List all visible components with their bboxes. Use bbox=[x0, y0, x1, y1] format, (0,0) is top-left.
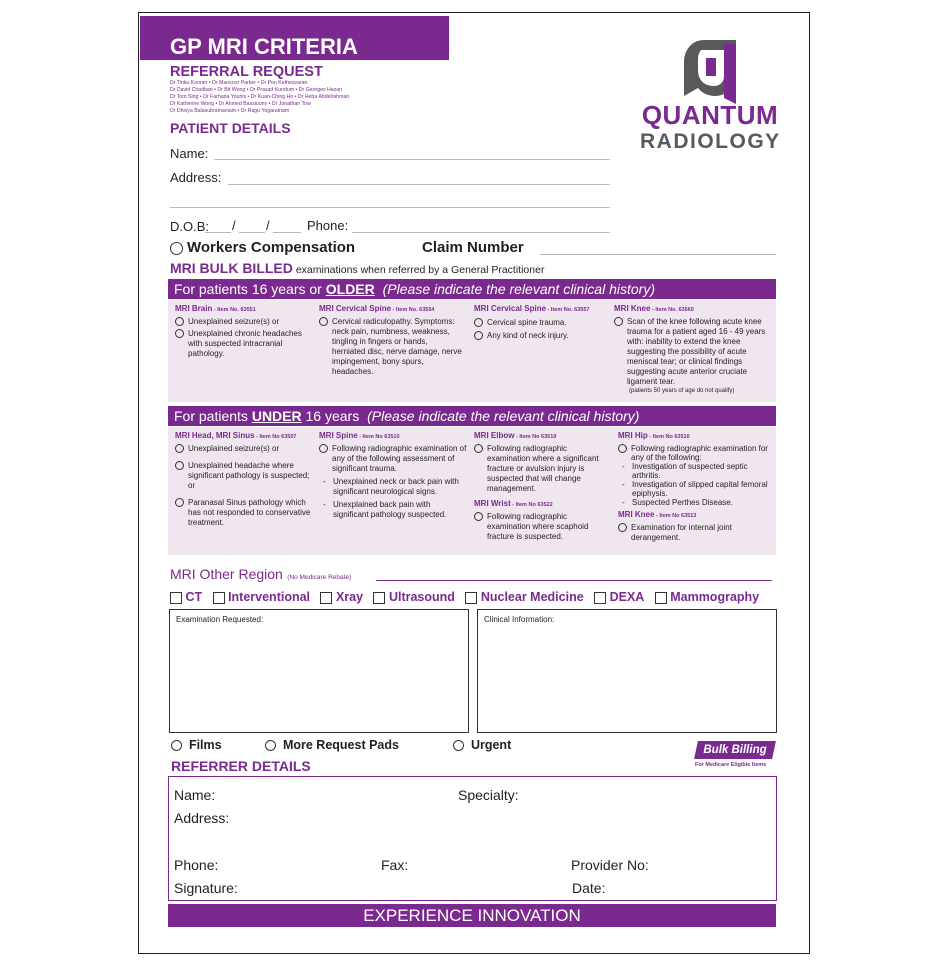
logo-text-quantum: QUANTUM bbox=[641, 100, 779, 130]
referrer-date-label[interactable]: Date: bbox=[572, 880, 606, 896]
criteria-option[interactable]: Examination for internal joint derangement. bbox=[618, 523, 776, 543]
dob-year-field[interactable] bbox=[273, 232, 301, 233]
hip-criterion: - Suspected Perthes Disease. bbox=[618, 498, 776, 507]
under-col-title: MRI Head, MRI Sinus - Item No 63507 bbox=[175, 431, 297, 440]
form-title: GP MRI CRITERIA bbox=[170, 34, 358, 59]
criteria-option[interactable]: Unexplained chronic headaches with suspected intracranial pathology. bbox=[175, 329, 313, 359]
referrer-address-label[interactable]: Address: bbox=[174, 810, 230, 826]
older-col-brain bbox=[175, 304, 313, 359]
older-col-knee bbox=[614, 304, 774, 396]
checkbox[interactable] bbox=[320, 592, 332, 604]
doctor-line: Dr Dhivya Balasubramaniam • Dr Ragu Yogaratnam bbox=[170, 108, 290, 114]
under-col-head-sinus bbox=[175, 431, 313, 528]
modality-dexa[interactable]: DEXA bbox=[594, 590, 644, 604]
bulk-billing-badge bbox=[694, 741, 776, 759]
bulk-billing-note: For Medicare Eligible Items bbox=[695, 762, 767, 768]
modality-xray[interactable]: Xray bbox=[320, 590, 363, 604]
under-col-title: MRI Knee - Item No 63513 bbox=[618, 510, 697, 519]
modality-interventional[interactable]: Interventional bbox=[213, 590, 310, 604]
patient-name-field[interactable] bbox=[214, 159, 610, 160]
doctor-line: Dr Katherine Wong • Dr Ahmed Bassiouny • Dr Jonathan Tow bbox=[170, 101, 311, 107]
examination-requested-label: Examination Requested: bbox=[176, 615, 264, 624]
modality-nuclear-medicine[interactable]: Nuclear Medicine bbox=[465, 590, 583, 604]
logo-text-radiology: RADIOLOGY bbox=[640, 130, 781, 153]
older-col-title: MRI Knee - Item No. 63560 bbox=[614, 304, 694, 313]
dob-label: D.O.B: bbox=[170, 219, 210, 234]
criteria-option[interactable]: Paranasal Sinus pathology which has not responded to conservative treatment. bbox=[175, 498, 313, 528]
claim-number-label: Claim Number bbox=[422, 239, 524, 256]
doctor-line: Dr Tom Sing • Dr Farhana Younis • Dr Kuan-Ching Ho • Dr Heba Abdelrahman bbox=[170, 94, 350, 100]
under-col-spine bbox=[319, 431, 467, 520]
quantum-q-icon bbox=[640, 36, 780, 106]
under-col-title: MRI Spine - Item No 63510 bbox=[319, 431, 400, 440]
under-section-header bbox=[168, 406, 776, 426]
films-option[interactable]: Films bbox=[171, 738, 222, 752]
referrer-name-label[interactable]: Name: bbox=[174, 787, 216, 803]
patient-address-field-2[interactable] bbox=[170, 207, 610, 208]
older-prefix: For patients 16 years or bbox=[174, 281, 326, 297]
under-col-title: MRI Hip - Item No 63516 bbox=[618, 431, 690, 440]
doctor-list bbox=[170, 80, 430, 115]
older-note: (Please indicate the relevant clinical history) bbox=[382, 281, 655, 297]
patient-address-field[interactable] bbox=[228, 184, 610, 185]
spine-criterion: - Unexplained neck or back pain with significant neurological signs. bbox=[319, 477, 467, 497]
checkbox[interactable] bbox=[213, 592, 225, 604]
doctor-line: Dr Tinku Kooner • Dr Mansoor Parker • Dr Pon Kethesvaran bbox=[170, 80, 308, 86]
footer-banner bbox=[168, 904, 776, 927]
criteria-radio[interactable] bbox=[614, 317, 623, 326]
footer-tagline: EXPERIENCE INNOVATION bbox=[363, 906, 581, 925]
title-banner bbox=[140, 16, 449, 60]
under-note: (Please indicate the relevant clinical history) bbox=[367, 408, 640, 424]
urgent-option[interactable]: Urgent bbox=[453, 738, 511, 752]
claim-number-field[interactable] bbox=[540, 254, 776, 255]
more-request-pads-option[interactable]: More Request Pads bbox=[265, 738, 399, 752]
checkbox[interactable] bbox=[594, 592, 606, 604]
checkbox[interactable] bbox=[655, 592, 667, 604]
bulk-billed-text: examinations when referred by a General Practitioner bbox=[295, 264, 545, 276]
under-emphasis: UNDER bbox=[251, 408, 302, 424]
criteria-radio[interactable] bbox=[474, 444, 483, 453]
other-region-line bbox=[170, 566, 351, 584]
checkbox[interactable] bbox=[373, 592, 385, 604]
dob-month-field[interactable] bbox=[239, 232, 265, 233]
checkbox[interactable] bbox=[465, 592, 477, 604]
urgent-radio[interactable] bbox=[453, 740, 464, 751]
modality-ct[interactable]: CT bbox=[170, 590, 202, 604]
other-region-note: (No Medicare Rebate) bbox=[287, 574, 352, 581]
under-suffix: 16 years bbox=[301, 408, 360, 424]
patient-phone-field[interactable] bbox=[352, 232, 610, 233]
patient-details-heading: PATIENT DETAILS bbox=[170, 120, 291, 136]
older-emphasis: OLDER bbox=[325, 281, 375, 297]
modality-mammography[interactable]: Mammography bbox=[655, 590, 759, 604]
under-prefix: For patients bbox=[174, 408, 252, 424]
criteria-option[interactable]: Cervical spine trauma. bbox=[474, 318, 608, 328]
older-col-cervical-trauma bbox=[474, 304, 608, 341]
criteria-radio[interactable] bbox=[319, 444, 328, 453]
phone-label: Phone: bbox=[307, 218, 349, 233]
clinical-information-box[interactable] bbox=[477, 609, 777, 733]
workers-compensation-label: Workers Compensation bbox=[187, 239, 356, 256]
dob-separator: / bbox=[232, 218, 236, 233]
referrer-details-heading: REFERRER DETAILS bbox=[171, 758, 311, 774]
films-radio[interactable] bbox=[171, 740, 182, 751]
criteria-option[interactable]: Unexplained headache where significant pathology is suspected; or bbox=[175, 461, 313, 491]
knee-age-note: (patients 50 years of age do not qualify) bbox=[629, 388, 735, 394]
hip-criterion: - Investigation of slipped capital femoral epiphysis. bbox=[618, 480, 776, 498]
referrer-specialty-label[interactable]: Specialty: bbox=[458, 787, 519, 803]
examination-requested-box[interactable] bbox=[169, 609, 469, 733]
patient-address-label: Address: bbox=[170, 170, 222, 185]
criteria-radio[interactable] bbox=[175, 498, 184, 507]
criteria-radio[interactable] bbox=[175, 444, 184, 453]
criteria-radio[interactable] bbox=[175, 317, 184, 326]
dob-separator: / bbox=[266, 218, 270, 233]
criteria-option[interactable]: Following radiographic examination of any of the following assessment of significant trauma. bbox=[319, 444, 467, 474]
criteria-radio[interactable] bbox=[319, 317, 328, 326]
workers-compensation-option[interactable] bbox=[170, 239, 355, 256]
other-region-field[interactable] bbox=[376, 580, 772, 581]
referral-request-heading: REFERRAL REQUEST bbox=[170, 64, 323, 80]
criteria-option[interactable]: Any kind of neck injury. bbox=[474, 331, 608, 341]
older-col-title: MRI Brain - Item No. 63551 bbox=[175, 304, 256, 313]
under-col-elbow-wrist bbox=[474, 431, 612, 542]
referrer-signature-label[interactable]: Signature: bbox=[174, 880, 238, 896]
criteria-option[interactable]: Unexplained seizure(s) or bbox=[175, 317, 313, 327]
referrer-fax-label[interactable]: Fax: bbox=[381, 857, 409, 873]
older-col-title: MRI Cervical Spine - Item No. 63554 bbox=[319, 304, 435, 313]
patient-name-label: Name: bbox=[170, 146, 209, 161]
under-col-title: MRI Elbow - Item No 63519 bbox=[474, 431, 557, 440]
referrer-phone-label[interactable]: Phone: bbox=[174, 857, 219, 873]
older-col-title: MRI Cervical Spine - Item No. 63557 bbox=[474, 304, 590, 313]
under-col-title: MRI Wrist - Item No 63522 bbox=[474, 499, 553, 508]
more-request-pads-radio[interactable] bbox=[265, 740, 276, 751]
criteria-radio[interactable] bbox=[618, 523, 627, 532]
older-col-cervical-radiculopathy bbox=[319, 304, 463, 377]
hip-criterion: - Investigation of suspected septic arthritis. bbox=[618, 462, 776, 480]
criteria-radio[interactable] bbox=[474, 318, 483, 327]
checkbox[interactable] bbox=[170, 592, 182, 604]
modality-row bbox=[170, 590, 780, 604]
workers-compensation-radio[interactable] bbox=[170, 242, 183, 255]
older-section-header bbox=[168, 279, 776, 299]
criteria-option[interactable]: Following radiographic examination where a significant fracture or avulsion injury is suspected that will change management. bbox=[474, 444, 612, 494]
criteria-radio[interactable] bbox=[618, 444, 627, 453]
bulk-billed-line bbox=[170, 260, 544, 276]
criteria-option[interactable]: Cervical radiculopathy. Symptoms: neck pain, numbness, weakness, tingling in fingers or hands, herniated disc, nerve damage, nerve impingement, bony spurs, headaches. bbox=[319, 317, 463, 377]
criteria-option[interactable]: Following radiographic examination where scaphoid fracture is suspected. bbox=[474, 512, 612, 542]
bulk-billing-label: Bulk Billing bbox=[703, 744, 767, 756]
clinical-information-label: Clinical Information: bbox=[484, 615, 555, 624]
quantum-logo bbox=[640, 36, 780, 156]
under-col-hip-knee bbox=[618, 431, 776, 543]
doctor-line: Dr David Chadban • Dr Bit Wong • Dr Prasad Kundum • Dr Georges Hazan bbox=[170, 87, 343, 93]
modality-ultrasound[interactable]: Ultrasound bbox=[373, 590, 454, 604]
spine-criterion: - Unexplained back pain with significant pathology suspected. bbox=[319, 500, 467, 520]
criteria-radio[interactable] bbox=[175, 461, 184, 470]
other-region-label: MRI Other Region bbox=[170, 566, 283, 582]
criteria-radio[interactable] bbox=[474, 512, 483, 521]
criteria-option[interactable]: Following radiographic examination for any of the following: bbox=[618, 444, 776, 462]
dob-day-field[interactable] bbox=[205, 232, 231, 233]
referrer-provider-label[interactable]: Provider No: bbox=[571, 857, 649, 873]
criteria-radio[interactable] bbox=[474, 331, 483, 340]
criteria-option[interactable]: Scan of the knee following acute knee trauma for a patient aged 16 - 49 years with: inability to extend the knee suggesting the possibility of acute meniscal tear; or clinical findings suggesting acute anterior cruciate ligament tear. bbox=[614, 317, 774, 387]
bulk-billed-heading: MRI BULK BILLED bbox=[170, 260, 293, 276]
criteria-option[interactable]: Unexplained seizure(s) or bbox=[175, 444, 313, 454]
criteria-radio[interactable] bbox=[175, 329, 184, 338]
